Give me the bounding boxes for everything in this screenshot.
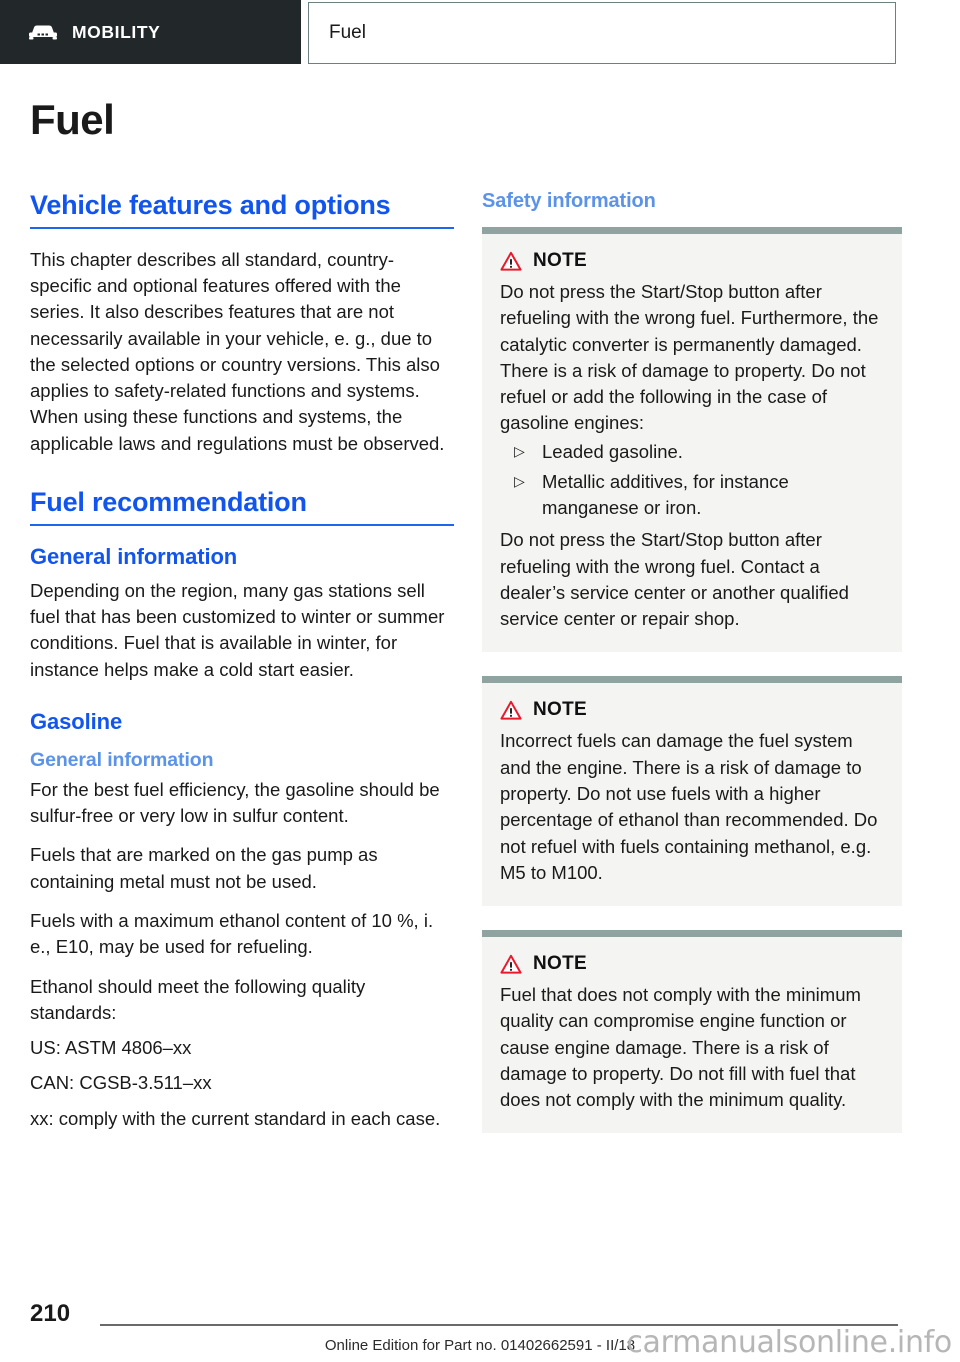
left-column: [30, 190, 454, 1132]
note-box: [482, 676, 902, 906]
list-item: [500, 439, 884, 465]
note-title: NOTE: [533, 699, 587, 721]
watermark: carmanualsonline.info: [626, 1325, 952, 1360]
note-bullet-list: [500, 439, 884, 522]
note-box: [482, 227, 902, 652]
list-item-label: Leaded gasoline.: [542, 440, 683, 462]
note-header: [500, 953, 884, 975]
note-paragraph-before: Fuel that does not comply with the minimum quality can compromise engine function or cause engine damage. There is a risk of damage to property. Do not fill with fuel that does not comply with the minimum quality.: [500, 984, 861, 1111]
car-front-icon: [28, 22, 58, 42]
right-column: [482, 190, 902, 1157]
subheading-gasoline: Gasoline: [30, 708, 123, 734]
edition-note: Online Edition for Part no. 01402662591 - II/18: [324, 1337, 636, 1354]
warning-triangle-icon: [500, 251, 522, 271]
breadcrumb[interactable]: [308, 2, 896, 64]
page-footer: [0, 1290, 960, 1362]
note-paragraph-before: Do not press the Start/Stop button after refueling with the wrong fuel. Furthermore, the catalytic converter is permanently damaged. There is a risk of damage to property. Do not refuel or add the following in the case of gasoline engines:: [500, 281, 879, 434]
warning-triangle-icon: [500, 700, 522, 720]
paragraph-standard-us: US: ASTM 4806–xx: [30, 1037, 192, 1059]
subheading-general-information-2: General information: [30, 748, 214, 771]
triangle-bullet-icon: ▷: [514, 442, 525, 459]
note-paragraph-before: Incorrect fuels can damage the fuel system and the engine. There is a risk of damage to property. Do not use fuels with a higher percentage of ethanol than recommended. Do not refuel with fuels containing methanol, e.g. M5 to M100.: [500, 730, 878, 883]
list-item-label: Metallic additives, for instance manganese or iron.: [542, 470, 789, 519]
paragraph-ethanol-e10: Fuels with a maximum ethanol content of 10 %, i. e., E10, may be used for refueling.: [30, 909, 434, 958]
note-paragraph-after: Do not press the Start/Stop button after refueling with the wrong fuel. Contact a dealer’s service center or another qualified service center or repair shop.: [500, 529, 849, 630]
paragraph-standard-xx-note: xx: comply with the current standard in each case.: [30, 1107, 441, 1129]
section-heading-vehicle-features: Vehicle features and options: [30, 190, 454, 229]
section-heading-fuel-recommendation: Fuel recommendation: [30, 487, 454, 526]
paragraph-chapter-intro: This chapter describes all standard, country-specific and optional features offered with the series. It also describes features that are not necessarily available in your vehicle, e. g., due to the selected options or country versions. This also applies to safety-related functions and systems. When using these functions and systems, the applicable laws and regulations must be observed.: [30, 248, 445, 454]
note-title: NOTE: [533, 250, 587, 271]
page-number: 210: [30, 1300, 71, 1327]
paragraph-metal-marked: Fuels that are marked on the gas pump as containing metal must not be used.: [30, 844, 378, 892]
list-item: [500, 469, 884, 522]
breadcrumb-label: Fuel: [329, 22, 366, 43]
note-title: NOTE: [533, 953, 587, 975]
heading-safety-information: Safety information: [482, 190, 656, 212]
paragraph-sulfur-free: For the best fuel efficiency, the gasoline should be sulfur-free or very low in sulfur content.: [30, 778, 440, 827]
note-box: [482, 930, 902, 1133]
brand-label: MOBILITY: [72, 21, 161, 42]
paragraph-standard-can: CAN: CGSB-3.511–xx: [30, 1072, 212, 1094]
paragraph-region-fuel: Depending on the region, many gas stations sell fuel that has been customized to winter or summer conditions. Fuel that is available in winter, for instance helps make a cold start easier.: [30, 579, 445, 680]
warning-triangle-icon: [500, 954, 522, 974]
paragraph-quality-standards-intro: Ethanol should meet the following quality standards:: [30, 975, 366, 1023]
note-header: [500, 250, 884, 272]
note-header: [500, 699, 884, 721]
triangle-bullet-icon: ▷: [514, 472, 525, 489]
brand-bar: [0, 0, 301, 64]
subheading-general-information-1: General information: [30, 543, 238, 569]
page-header: [0, 0, 960, 68]
page-title: Fuel: [30, 96, 115, 143]
